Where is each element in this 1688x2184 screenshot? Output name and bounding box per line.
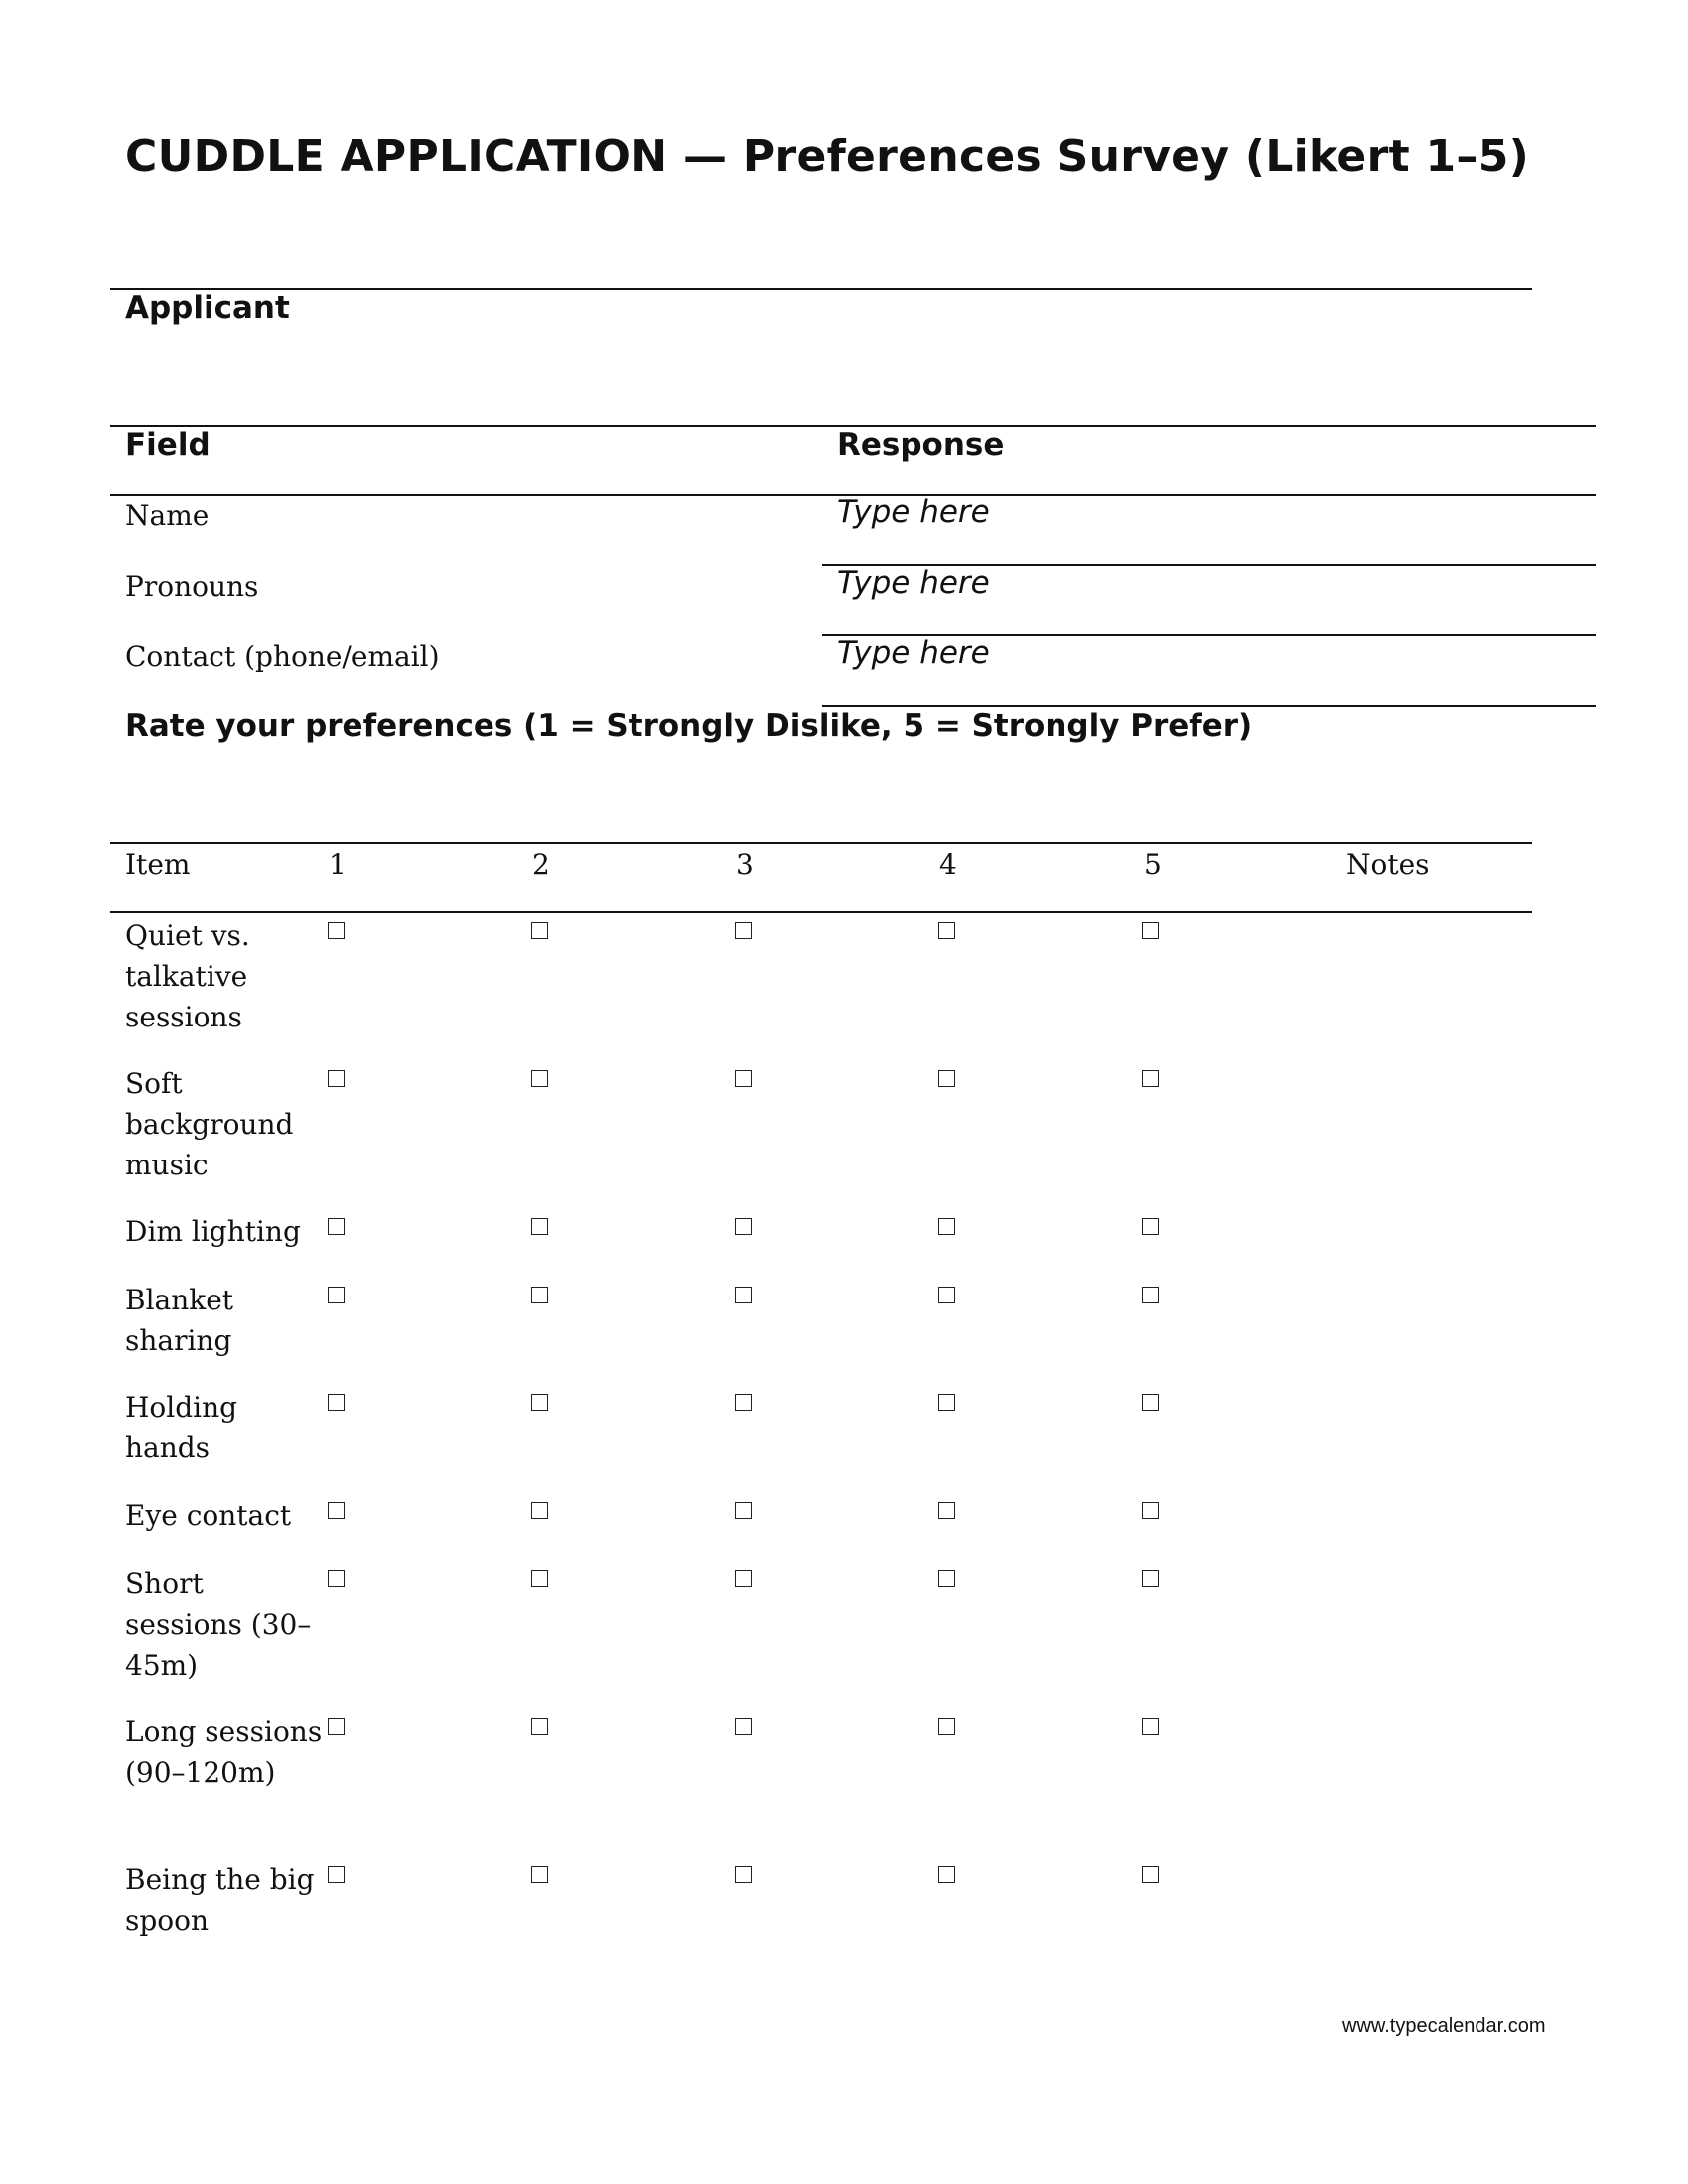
rating-checkbox-3[interactable] — [735, 1718, 752, 1735]
likert-header-rule — [110, 911, 1532, 913]
likert-item-label: Short sessions (30–45m) — [125, 1568, 312, 1682]
column-header-field: Field — [125, 427, 211, 463]
column-header-item: Item — [125, 848, 191, 881]
rating-checkbox-4[interactable] — [938, 1394, 955, 1411]
rating-checkbox-5[interactable] — [1142, 922, 1159, 939]
rating-heading: Rate your preferences (1 = Strongly Dislike, 5 = Strongly Prefer) — [125, 708, 1253, 744]
column-header-4: 4 — [939, 848, 957, 881]
rating-checkbox-2[interactable] — [531, 1218, 548, 1235]
response-underline — [822, 705, 1596, 707]
page-title: CUDDLE APPLICATION — Preferences Survey (Likert 1–5) — [125, 131, 1530, 182]
rating-checkbox-3[interactable] — [735, 1394, 752, 1411]
rating-checkbox-1[interactable] — [328, 1070, 345, 1087]
column-header-2: 2 — [532, 848, 550, 881]
likert-item-label: Eye contact — [125, 1499, 292, 1532]
likert-item-label: Quiet vs. talkative sessions — [125, 919, 250, 1033]
contact-response-field[interactable]: Type here — [837, 635, 990, 671]
rating-checkbox-2[interactable] — [531, 1718, 548, 1735]
rating-checkbox-4[interactable] — [938, 922, 955, 939]
name-response-field[interactable]: Type here — [837, 494, 990, 530]
column-header-1: 1 — [329, 848, 347, 881]
rating-checkbox-4[interactable] — [938, 1502, 955, 1519]
rating-checkbox-5[interactable] — [1142, 1718, 1159, 1735]
rating-checkbox-1[interactable] — [328, 1866, 345, 1883]
rating-checkbox-5[interactable] — [1142, 1394, 1159, 1411]
rating-checkbox-5[interactable] — [1142, 1570, 1159, 1587]
rating-checkbox-3[interactable] — [735, 1570, 752, 1587]
rating-checkbox-3[interactable] — [735, 922, 752, 939]
likert-item-label: Soft background music — [125, 1067, 294, 1181]
rating-checkbox-2[interactable] — [531, 1570, 548, 1587]
pronouns-response-field[interactable]: Type here — [837, 565, 990, 601]
rating-checkbox-2[interactable] — [531, 922, 548, 939]
rating-checkbox-3[interactable] — [735, 1502, 752, 1519]
column-header-5: 5 — [1144, 848, 1162, 881]
rating-checkbox-3[interactable] — [735, 1218, 752, 1235]
applicant-heading: Applicant — [125, 290, 290, 326]
field-label-pronouns: Pronouns — [125, 570, 259, 603]
rating-checkbox-5[interactable] — [1142, 1070, 1159, 1087]
rating-checkbox-1[interactable] — [328, 1718, 345, 1735]
rating-checkbox-3[interactable] — [735, 1866, 752, 1883]
likert-item-label: Blanket sharing — [125, 1284, 234, 1357]
field-label-name: Name — [125, 499, 210, 532]
column-header-3: 3 — [736, 848, 754, 881]
rating-checkbox-2[interactable] — [531, 1502, 548, 1519]
rating-checkbox-1[interactable] — [328, 1218, 345, 1235]
likert-item-label: Holding hands — [125, 1391, 238, 1464]
rating-checkbox-2[interactable] — [531, 1394, 548, 1411]
rating-checkbox-5[interactable] — [1142, 1287, 1159, 1303]
rating-checkbox-2[interactable] — [531, 1070, 548, 1087]
rating-checkbox-4[interactable] — [938, 1218, 955, 1235]
rating-checkbox-1[interactable] — [328, 1570, 345, 1587]
rating-checkbox-1[interactable] — [328, 922, 345, 939]
rating-checkbox-4[interactable] — [938, 1287, 955, 1303]
rating-checkbox-2[interactable] — [531, 1866, 548, 1883]
rating-checkbox-3[interactable] — [735, 1287, 752, 1303]
rating-checkbox-1[interactable] — [328, 1287, 345, 1303]
rating-checkbox-2[interactable] — [531, 1287, 548, 1303]
rating-checkbox-4[interactable] — [938, 1570, 955, 1587]
rating-checkbox-5[interactable] — [1142, 1502, 1159, 1519]
rating-checkbox-1[interactable] — [328, 1394, 345, 1411]
rating-checkbox-5[interactable] — [1142, 1218, 1159, 1235]
rating-checkbox-4[interactable] — [938, 1070, 955, 1087]
likert-item-label: Being the big spoon — [125, 1863, 315, 1937]
likert-top-rule — [110, 842, 1532, 844]
likert-item-label: Long sessions (90–120m) — [125, 1715, 323, 1789]
rating-checkbox-3[interactable] — [735, 1070, 752, 1087]
rating-checkbox-4[interactable] — [938, 1866, 955, 1883]
likert-item-label: Dim lighting — [125, 1215, 301, 1248]
column-header-response: Response — [837, 427, 1005, 463]
rating-checkbox-4[interactable] — [938, 1718, 955, 1735]
rating-checkbox-1[interactable] — [328, 1502, 345, 1519]
column-header-notes: Notes — [1346, 848, 1430, 881]
rating-checkbox-5[interactable] — [1142, 1866, 1159, 1883]
section-rule — [110, 288, 1532, 290]
footer-url: www.typecalendar.com — [1342, 2015, 1546, 2037]
field-label-contact: Contact (phone/email) — [125, 640, 440, 673]
